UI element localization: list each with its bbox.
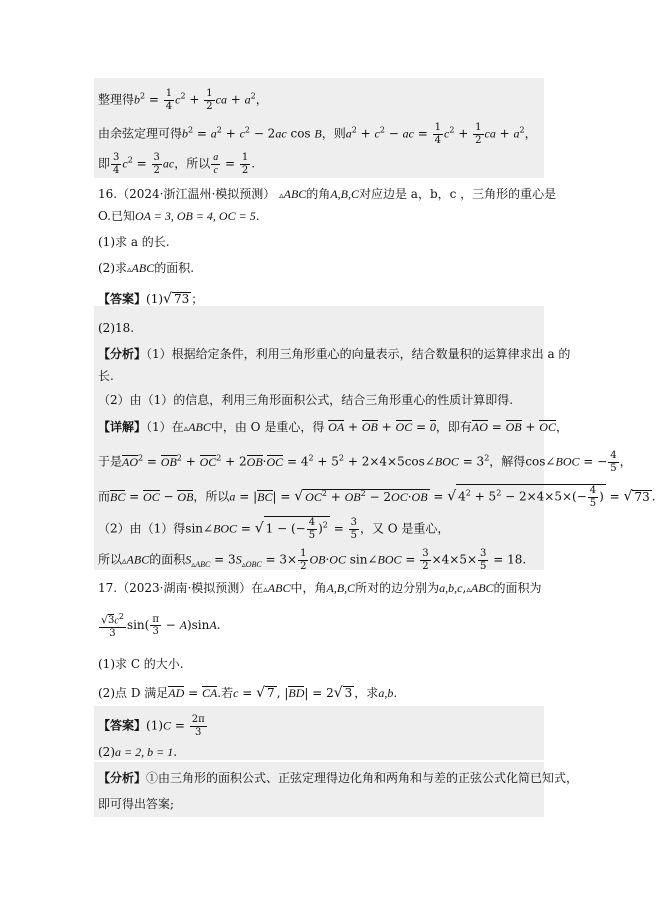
detail-16-line-5: 所以▵ABC的面积$S_{▵ABC} = 3S_{▵OBC} = 3\times$ $\frac{1}{2}$ OB·OC sin∠BOC = $\frac{3}{2}$ ×4×5× $\frac{3}{5}$ = 18.	[98, 548, 527, 572]
question-17-part-1: (1)求 C 的大小.	[98, 657, 184, 671]
analysis-16-line-1: 【分析】（1）根据给定条件，利用三角形重心的向量表示，结合数量积的运算律求出 a 的	[98, 347, 571, 361]
analysis-16-line-1b: 长.	[98, 369, 114, 383]
answer-16-line-2: (2)18.	[98, 321, 135, 335]
question-16-part-2: (2)求▵ABC的面积.	[98, 261, 195, 275]
detail-16-line-3: 而BC = OC − OB，所以a = |BC| = √ $OC^2 + OB^2 - 2OC\cdot OB$ = √ $4^2 + 5^2 - 2\times 4\times 5\times(-$ $\frac{4}{5}$ ) = √ 73 .	[98, 485, 656, 509]
detail-16-line-1: 【详解】（1）在▵ABC中，由 O 是重心，得 OA + OB + OC = 0，即有AO = OB + OC，	[98, 420, 568, 434]
detail-16-line-4: （2）由（1）得sin∠BOC = √ 1 − (− $\frac{4}{5}$ )$^2$ = $\frac{3}{5}$ ，又 O 是重心，	[98, 517, 450, 541]
answer-16-line-1: 【答案】(1)√ 73 ；	[98, 291, 204, 307]
question-16-line-2: O.已知OA = 3, OB = 4, OC = 5.	[98, 209, 260, 223]
analysis-17-line-1: 【分析】①由三角形的面积公式、正弦定理得边化角和两角和与差的正弦公式化简已知式，	[98, 771, 579, 785]
answer-17-line-2: (2)a = 2, b = 1.	[98, 745, 178, 759]
solution-line-3: 即 $\frac{3}{4}$ $c^2$ = $\frac{3}{2}$ ac，所以 $\frac{a}{c}$ = $\frac{1}{2}$ .	[98, 152, 256, 176]
analysis-16-line-2: （2）由（1）的信息，利用三角形面积公式，结合三角形重心的性质计算即得.	[98, 393, 514, 407]
question-16-line-1: 16.（2024·浙江温州·模拟预测） ▵ABC的角A,B,C对应边是 a，b，c ，三角形的重心是	[98, 187, 557, 201]
question-16-part-1: (1)求 a 的长.	[98, 235, 170, 249]
solution-line-1: 整理得$b^2$ = $\frac{1}{4}$ $c^2$ + $\frac{1}{2}$ ca + $a^2$，	[98, 88, 268, 112]
answer-17-line-1: 【答案】(1)C = $\frac{2\pi}{3}$	[98, 714, 205, 738]
solution-line-2: 由余弦定理可得$b^2 = a^2 + c^2 - 2ac$ cos B，则$a^2 + c^2$ − ac = $\frac{1}{4}$ $c^2$ + $\frac{1}{2}$ ca + $a^2$，	[98, 122, 537, 146]
question-17-line-1: 17.（2023·湖南·模拟预测）在▵ABC中，角A,B,C所对的边分别为a,b,c,▵ABC的面积为	[98, 581, 542, 595]
detail-16-line-2: 于是$AO^2 = OB^2 + OC^2 + 2OB\cdot OC = 4^2 + 5^2$ + 2×4×5cos∠BOC = $3^2$，解得cos∠BOC = − $\frac{4}{5}$ ，	[98, 450, 632, 474]
analysis-17-line-2: 即可得出答案;	[98, 797, 175, 811]
question-17-part-2: (2)点 D 满足AD = CA.若c = √ 7 , |BD| = 2√ 3 ，求a,b.	[98, 685, 398, 701]
question-17-line-2: $\frac{√3c^2}{3}$ sin( $\frac{\pi}{3}$ − A)sinA.	[101, 612, 221, 639]
